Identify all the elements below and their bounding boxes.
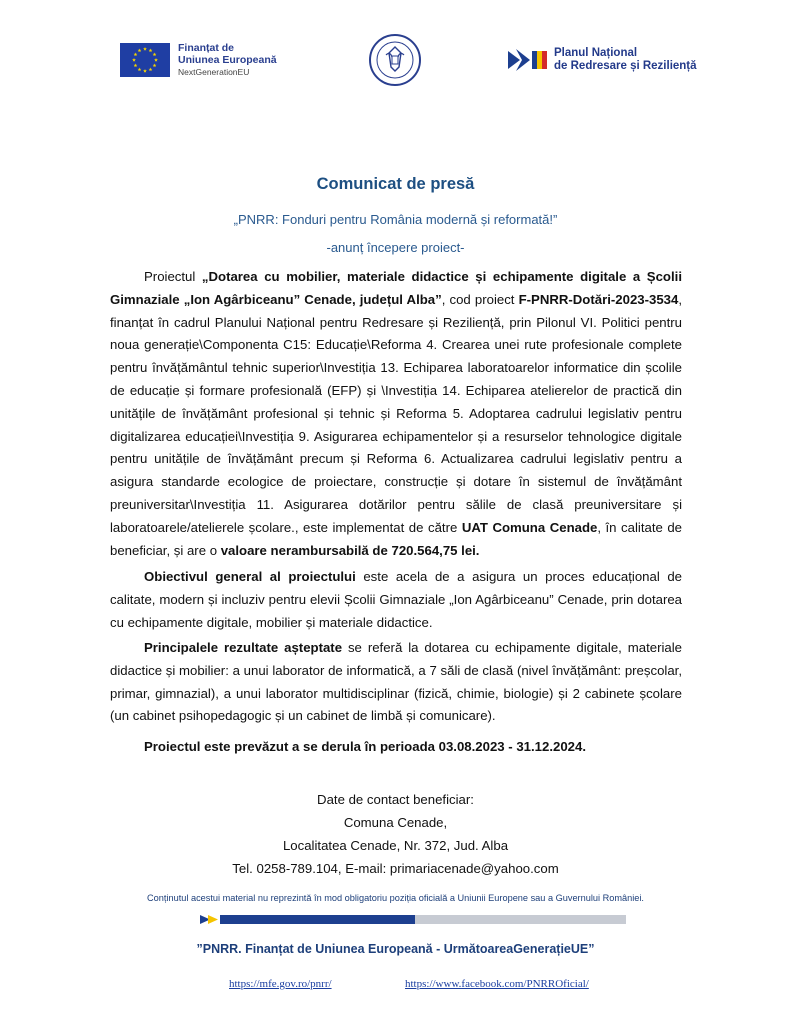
eu-logo-text [178,42,277,78]
eu-flag-icon [120,43,170,77]
general-objective-paragraph [110,566,682,634]
contact-heading: Date de contact beneficiar: [317,792,474,807]
project-description-paragraph [110,266,682,562]
pnrr-logo-line2: de Redresare și Reziliență [554,60,697,72]
eu-star-icon [134,53,138,57]
expected-results-label: Principalele rezultate așteptate [144,640,343,655]
general-objective-text: este acela de a asigura un proces educațional de calitate, modern și incluziv pentru elevii Școlii Gimnaziale „Ion Agârbiceanu” Cenade, prin dotarea cu echipamente digitale, mobilier și materiale didactice. [110,569,682,630]
footer-decorative-bar [200,911,626,920]
para1-text-1: Proiectul [144,269,202,284]
project-code: F-PNRR-Dotări-2023-3534 [518,291,679,307]
project-value: valoare nerambursabilă de 720.564,75 lei. [220,542,480,558]
project-name: „Dotarea cu mobilier, materiale didactice și echipamente digitale a Școlii Gimnaziale „Ion Agârbiceanu” Cenade, județul Alba” [110,269,682,307]
project-period-paragraph [110,736,682,759]
press-release-subtitle: „PNRR: Fonduri pentru România modernă și reformată!” [233,212,558,227]
romanian-government-seal-icon [368,33,422,87]
eu-star-icon [154,58,158,62]
eu-logo-line1: Finanțat de [178,42,235,54]
expected-results-text: se referă la dotarea cu echipamente digitale, materiale didactice și mobilier: a unui laborator de informatică, a 7 săli de clasă (nivel învățământ: preșcolar, primar, gimnazial), a unui laborator multidisciplinar (fizică, chimie, biologie) și 2 cabinete școlare (un cabinet psihopedagogic și un cabinet de limbă și comunicare). [110,640,682,724]
eu-funding-logo [120,42,340,78]
eu-star-icon [138,48,142,52]
general-objective-label: Obiectivul general al proiectului [144,569,356,584]
pnrr-logo [506,44,726,76]
eu-logo-line2: Uniunea Europeană [178,54,277,66]
para1-text-2: , cod proiect [441,291,519,307]
facebook-pnrr-link[interactable]: https://www.facebook.com/PNRROficial/ [405,978,589,990]
eu-star-icon [143,47,147,51]
project-period: Proiectul este prevăzut a se derula în perioada 03.08.2023 - 31.12.2024. [144,739,587,754]
eu-star-icon [153,64,157,68]
contact-address: Localitatea Cenade, Nr. 372, Jud. Alba [282,838,509,853]
beneficiary-name: UAT Comuna Cenade [461,519,598,535]
press-release-title: Comunicat de presă [316,175,475,193]
eu-star-icon [134,64,138,68]
footer-slogan: ”PNRR. Finanțat de Uniunea Europeană - UrmătoareaGenerațieUE” [196,942,595,956]
eu-star-icon [132,58,136,62]
press-release-tagline: -anunț începere proiect- [326,240,465,255]
para1-text-3: , finanțat în cadrul Planului Național pentru Redresare și Reziliență, prin Pilonul VI. Politici pentru noua generație\Componenta C15: Educație\Reforma 4. Crearea unei rute profesionale complete pentru învățământul tehnic superior\Investiția 13. Echiparea laboratoarelor informatice din școlile de educație și formare profesională (EFP) și \Investiția 14. Echiparea atelierelor de practică din unitățile de învățământ profesional și tehnic și Reforma 5. Adoptarea cadrului legislativ pentru digitalizarea educației\Investiția 9. Asigurarea echipamentelor și a resurselor tehnologice digitale pentru unitățile de învățământ precum și Reforma 6. Actualizarea cadrului legislativ pentru a asigura standarde ecologice de proiectare, construcție și dotare în sistemul de învățământ preuniversitar\Investiția 11. Asigurarea dotărilor pentru sălile de clasă preuniversitare și laboratoarele/atelierele școlare., este implementat de către [110,291,683,535]
eu-logo-line3: NextGenerationEU [178,67,250,77]
contact-phone-email: Tel. 0258-789.104, E-mail: primariacenade@yahoo.com [232,861,559,876]
pnrr-logo-line1: Planul Național [554,47,638,59]
eu-star-icon [149,68,153,72]
eu-disclaimer: Conținutul acestui material nu reprezintă în mod obligatoriu poziția oficială a Uniunii Europene sau a Guvernului României. [147,893,644,903]
eu-star-icon [149,48,153,52]
pnrr-arrow-icon [506,45,550,75]
eu-star-icon [153,53,157,57]
expected-results-paragraph [110,637,682,728]
eu-star-icon [138,68,142,72]
pnrr-logo-text [554,47,697,73]
mfe-pnrr-link[interactable]: https://mfe.gov.ro/pnrr/ [229,978,332,990]
contact-name: Comuna Cenade, [343,815,448,830]
para1-text-4: , în calitate de beneficiar, și are o [110,519,682,558]
eu-star-icon [143,69,147,73]
